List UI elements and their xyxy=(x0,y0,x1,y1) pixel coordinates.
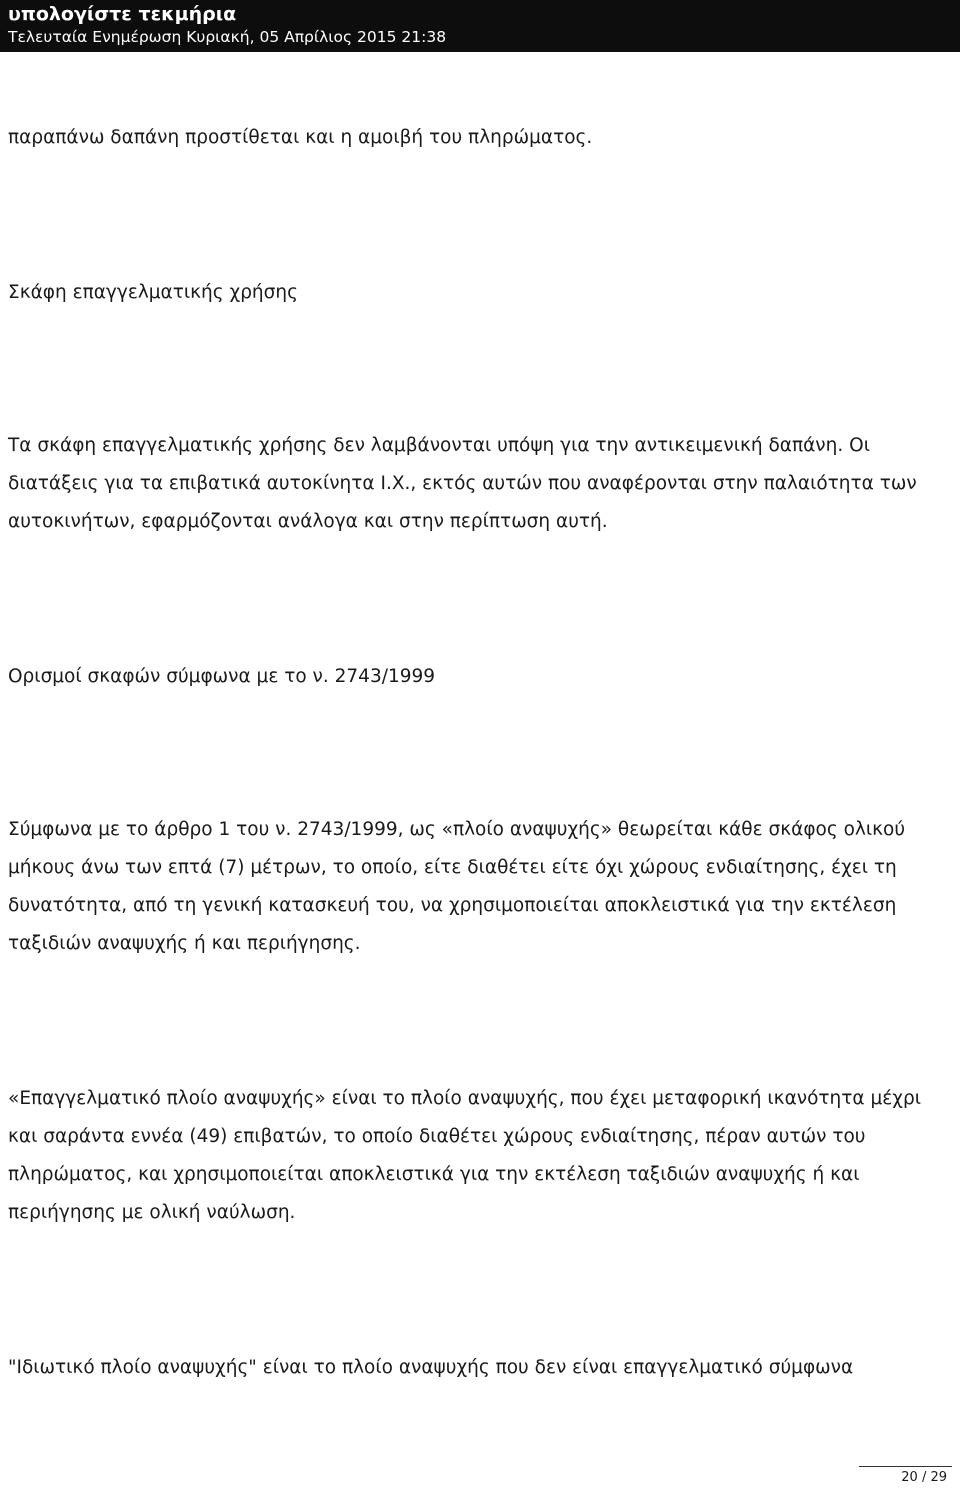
section-heading-vessel-definitions: Ορισμοί σκαφών σύμφωνα με το ν. 2743/1999 xyxy=(8,666,436,687)
intro-paragraph: παραπάνω δαπάνη προστίθεται και η αμοιβή του πληρώματος. xyxy=(8,127,593,148)
document-body xyxy=(8,119,952,1387)
site-title: υπολογίστε τεκμήρια xyxy=(8,3,237,25)
professional-leisure-vessel-paragraph: «Επαγγελματικό πλοίο αναψυχής» είναι το πλοίο αναψυχής, που έχει μεταφορική ικανότητα μέχρι και σαράντα εννέα (49) επιβατών, το οποίο διαθέτει χώρους ενδιαίτησης, πέραν αυτών του πληρώματος, και χρησιμοποιείται αποκλειστικά για την εκτέλεση ταξιδιών αναψυχής ή και περιήγησης με ολική ναύλωση. xyxy=(8,1088,921,1223)
professional-vessels-paragraph: Τα σκάφη επαγγελματικής χρήσης δεν λαμβάνονται υπόψη για την αντικειμενική δαπάνη. Οι διατάξεις για τα επιβατικά αυτοκίνητα Ι.Χ., εκτός αυτών που αναφέρονται στην παλαιότητα των αυτοκινήτων, εφαρμόζονται ανάλογα και στην περίπτωση αυτή. xyxy=(8,435,917,532)
private-leisure-vessel-paragraph: "Ιδιωτικό πλοίο αναψυχής" είναι το πλοίο αναψυχής που δεν είναι επαγγελματικό σύμφωνα xyxy=(8,1357,854,1378)
page-header xyxy=(0,0,960,52)
last-updated-text: Τελευταία Ενημέρωση Κυριακή, 05 Απρίλιος 2015 21:38 xyxy=(8,28,447,46)
section-heading-professional-vessels: Σκάφη επαγγελματικής χρήσης xyxy=(8,282,298,303)
leisure-vessel-definition-paragraph: Σύμφωνα με το άρθρο 1 του ν. 2743/1999, ως «πλοίο αναψυχής» θεωρείται κάθε σκάφος ολικού μήκους άνω των επτά (7) μέτρων, το οποίο, είτε διαθέτει είτε όχι χώρους ενδιαίτησης, έχει τη δυνατότητα, από τη γενική κατασκευή του, να χρησιμοποιείται αποκλειστικά για την εκτέλεση ταξιδιών αναψυχής ή και περιήγησης. xyxy=(8,819,906,954)
footer-divider xyxy=(859,1466,952,1467)
page-number: 20 / 29 xyxy=(901,1470,947,1485)
